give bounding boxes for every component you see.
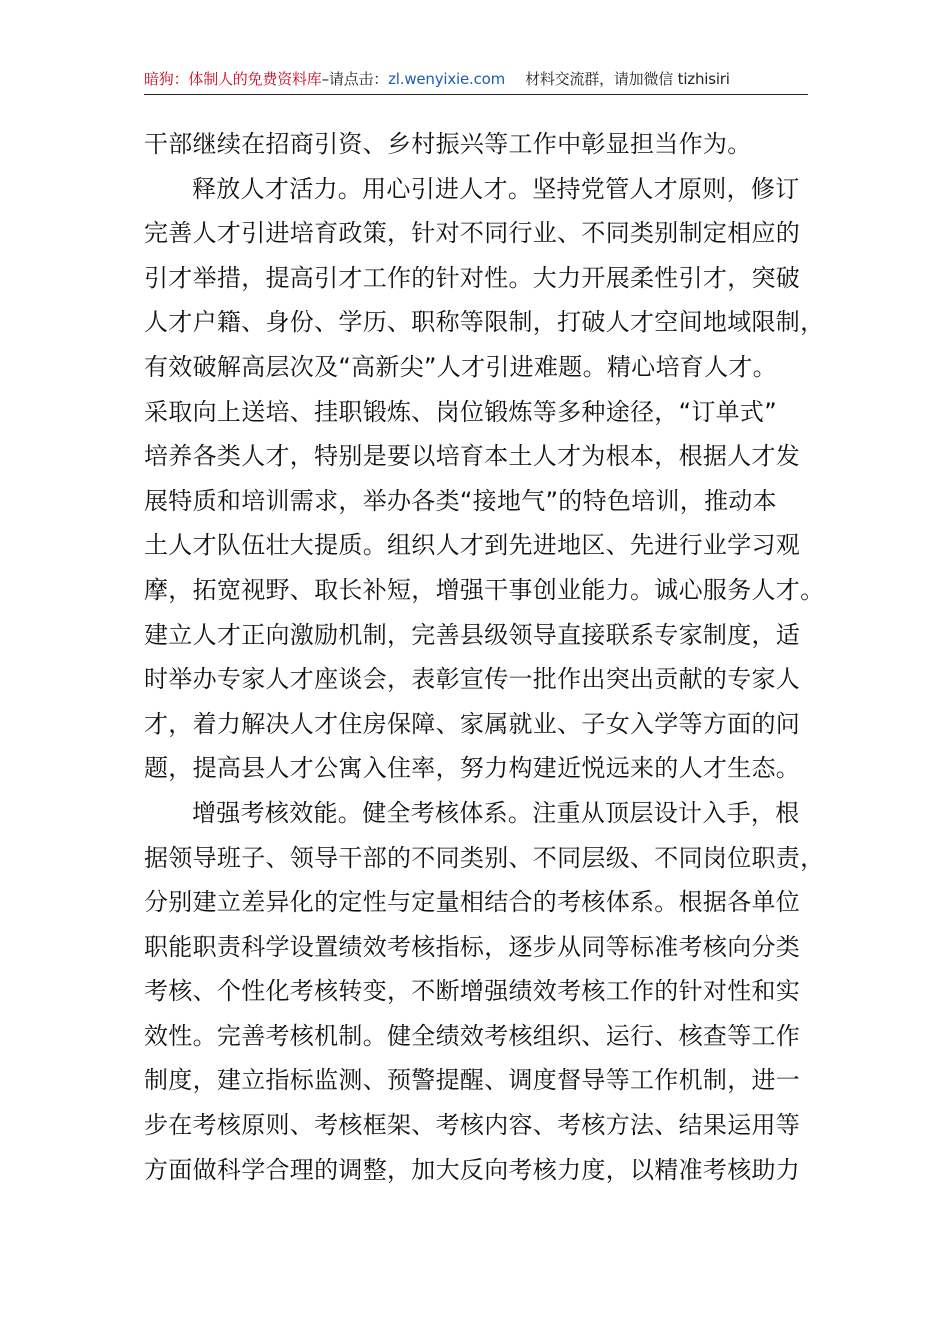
text-line: 方面做科学合理的调整，加大反向考核力度，以精准考核助力 <box>144 1155 801 1184</box>
text-line: 分别建立差异化的定性与定量相结合的考核体系。根据各单位 <box>144 888 801 917</box>
text-line: 才，着力解决人才住房保障、家属就业、子女入学等方面的问 <box>144 709 801 738</box>
text-line: 职能职责科学设置绩效考核指标，逐步从同等标准考核向分类 <box>144 932 801 961</box>
header-brand: 暗狗：体制人的免费资料库 <box>144 70 322 88</box>
text-line: 摩，拓宽视野、取长补短，增强干事创业能力。诚心服务人才。 <box>144 575 825 604</box>
text-line: 引才举措，提高引才工作的针对性。大力开展柔性引才，突破 <box>144 263 801 292</box>
text-line: 有效破解高层次及“高新尖”人才引进难题。精心培育人才。 <box>144 352 777 381</box>
document-body <box>144 122 824 1192</box>
paragraph-start-line: 释放人才活力。用心引进人才。坚持党管人才原则，修订 <box>192 174 800 203</box>
text-line: 考核、个性化考核转变，不断增强绩效考核工作的针对性和实 <box>144 977 801 1006</box>
text-line: 时举办专家人才座谈会，表彰宣传一批作出突出贡献的专家人 <box>144 665 801 694</box>
header-group-text: 材料交流群，请加微信 tizhisiri <box>525 70 730 88</box>
text-line: 采取向上送培、挂职锻炼、岗位锻炼等多种途径，“订单式” <box>144 397 777 426</box>
text-line: 制度，建立指标监测、预警提醒、调度督导等工作机制，进一 <box>144 1066 801 1095</box>
text-line: 据领导班子、领导干部的不同类别、不同层级、不同岗位职责， <box>144 843 825 872</box>
text-line: 展特质和培训需求，举办各类“接地气”的特色培训，推动本 <box>144 486 777 515</box>
header-url-link[interactable]: zl.wenyixie.com <box>388 70 506 88</box>
paragraph-start-line: 增强考核效能。健全考核体系。注重从顶层设计入手，根 <box>192 798 800 827</box>
text-line: 题，提高县人才公寓入住率，努力构建近悦远来的人才生态。 <box>144 754 801 783</box>
text-line: 土人才队伍壮大提质。组织人才到先进地区、先进行业学习观 <box>144 531 801 560</box>
text-line: 培养各类人才，特别是要以培育本土人才为根本，根据人才发 <box>144 442 801 471</box>
text-line: 人才户籍、身份、学历、职称等限制，打破人才空间地域限制， <box>144 308 825 337</box>
text-line: 完善人才引进培育政策，针对不同行业、不同类别制定相应的 <box>144 219 801 248</box>
text-line: 建立人才正向激励机制，完善县级领导直接联系专家制度，适 <box>144 620 801 649</box>
header-click-prompt: –请点击： <box>321 70 389 88</box>
page-header <box>144 64 808 95</box>
text-line: 干部继续在招商引资、乡村振兴等工作中彰显担当作为。 <box>144 130 752 158</box>
text-line: 效性。完善考核机制。健全绩效考核组织、运行、核查等工作 <box>144 1021 801 1050</box>
text-line: 步在考核原则、考核框架、考核内容、考核方法、结果运用等 <box>144 1111 801 1140</box>
